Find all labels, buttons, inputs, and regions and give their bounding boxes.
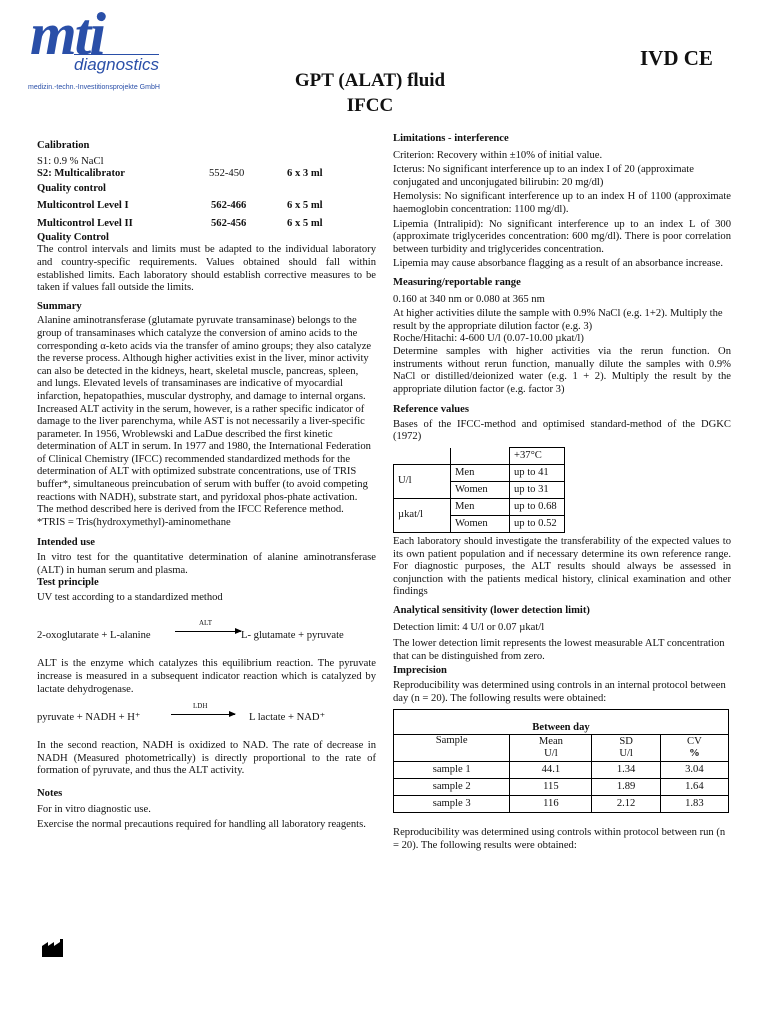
range-1: 0.160 at 340 nm or 0.080 at 365 nm (393, 293, 545, 305)
sensitivity-2: The lower detection limit represents the lowest measurable ALT concentration that can be distinguished from zero. (393, 638, 725, 662)
mc1-size: 6 x 5 ml (287, 199, 323, 211)
limitations-heading: Limitations - interference (393, 133, 509, 144)
ivd-ce-mark: IVD CE (640, 46, 713, 70)
mc1-row (37, 200, 376, 214)
row-mean: 44.1 (510, 762, 592, 779)
reaction-2-substrates: pyruvate + NADH + H⁺ (37, 712, 141, 724)
intended-use-heading: Intended use (37, 537, 95, 549)
mc2-row (37, 218, 376, 232)
sensitivity-1: Detection limit: 4 U/l or 0.07 µkat/l (393, 621, 545, 633)
reference-table (393, 447, 565, 533)
header-mean-unit: U/l (544, 748, 558, 760)
reaction-2-arrow (171, 714, 235, 715)
notes-heading: Notes (37, 787, 63, 799)
row-sd: 1.34 (592, 762, 660, 779)
imprecision-table (393, 709, 729, 813)
test-principle-heading: Test principle (37, 577, 99, 589)
row-cv: 1.64 (660, 779, 728, 796)
header-cv-unit: % (689, 748, 700, 760)
reaction-2-products: L lactate + NAD⁺ (249, 712, 326, 724)
summary-heading: Summary (37, 300, 82, 312)
table-row (394, 779, 729, 796)
document-subtitle: IFCC (346, 95, 394, 116)
document-title: GPT (ALAT) fluid (294, 70, 446, 91)
ref-women: Women (451, 482, 510, 499)
table-row (394, 735, 729, 762)
table-row (394, 499, 565, 516)
s2-code: 552-450 (209, 168, 245, 180)
between-day-caption: Between day (394, 710, 729, 735)
reaction-1-enzyme: ALT (199, 619, 212, 628)
imprecision-heading: Imprecision (393, 665, 447, 677)
reaction-2-enzyme: LDH (193, 702, 208, 711)
table-row (394, 762, 729, 779)
row-cv: 3.04 (660, 762, 728, 779)
calibration-heading: Calibration (37, 140, 90, 151)
logo-diagnostics: diagnostics (74, 55, 160, 74)
mc1-code: 562-466 (211, 199, 247, 211)
icterus-text: Icterus: No significant interference up to an index I of 20 (approximate conjugated and unconjugated bilirubin: 20 mg/dl) (393, 164, 694, 188)
reference-after-text: Each laboratory should investigate the transferability of the expected values to its own patient population and if necessary determine its own reference range. For diagnostic purposes, the ALT results should always be assessed in conjunction with the patients medical history, clinical examination and other findings (393, 536, 731, 598)
row-sd: 1.89 (592, 779, 660, 796)
notes-1: For in vitro diagnostic use. (37, 803, 151, 815)
table-row (394, 448, 565, 465)
header-sample: Sample (394, 735, 510, 762)
header-sd (592, 735, 660, 762)
alt-text: ALT is the enzyme which catalyzes this equilibrium reaction. The pyruvate increase is measured in a subsequent indicator reaction which is catalyzed by lactate dehydrogenase. (37, 658, 376, 695)
s1-line: S1: 0.9 % NaCl (37, 155, 104, 167)
qc2-heading: Quality Control (37, 231, 109, 243)
summary-text: Alanine aminotransferase (glutamate pyruvate transaminase) belongs to the group of transaminases which catalyze the conversion of amino acids to the corresponding α-keto acids via the transfer of amino groups; they also catalyze the reverse process. Although higher activities exist in the liver, minor activity can also be detected in the kidneys, heart, skeletal muscle, pancreas, spleen, and lungs. Elevated levels of transaminases are indicative of myocardial infarction, hepatopathies, muscular dystrophy, and damage to internal organs. Increased ALT activity in the serum, however, is a rather specific indicator of damage to the liver parenchyma, while AST is not necessarily a liver-specific parameter. In 1956, Wroblewski and LaDue described the first kinetic determination of ALT in serum. In 1977 and 1980, the International Federation of Clinical Chemistry (IFCC) recommended standardized methods for the determination of ALT with optimized substrate concentrations, use of TRIS buffer*, simultaneous preincubation of serum with buffer (to avoid competing reactions with NADH), substrate start, and pyridoxal phos-phate activation. (37, 315, 372, 503)
ref-k-women: up to 0.52 (510, 516, 565, 533)
header-cv (660, 735, 728, 762)
reference-text: Bases of the IFCC-method and optimised standard-method of the DGKC (1972) (393, 418, 731, 443)
reaction-1-arrow (175, 631, 241, 632)
table-row (394, 465, 565, 482)
reaction-2 (37, 698, 376, 734)
right-column (393, 133, 731, 852)
reaction-1-substrates: 2-oxoglutarate + L-alanine (37, 630, 151, 642)
ref-k-men: up to 0.68 (510, 499, 565, 516)
imprecision-text-2: Reproducibility was determined using controls within protocol between run (n = 20). The following results were obtained: (393, 827, 726, 851)
ref-u-women: up to 31 (510, 482, 565, 499)
row-sample: sample 3 (394, 796, 510, 813)
imprecision-text: Reproducibility was determined using controls in an internal protocol between day (n = 20). The following results were obtained: (393, 680, 726, 704)
s2-label: S2: Multicalibrator (37, 168, 125, 180)
row-cv: 1.83 (660, 796, 728, 813)
left-column (37, 140, 376, 832)
ref-unit-kat: µkat/l (394, 499, 451, 533)
s2-size: 6 x 3 ml (287, 168, 323, 180)
ref-men: Men (451, 499, 510, 516)
header-mean (510, 735, 592, 762)
ref-u-men: up to 41 (510, 465, 565, 482)
s2-row (37, 168, 376, 181)
mc1-label: Multicontrol Level I (37, 199, 129, 211)
reaction-1 (37, 612, 376, 652)
mc2-size: 6 x 5 ml (287, 217, 323, 229)
logo-mti: mti (30, 1, 105, 67)
header-cv-label: CV (687, 736, 702, 748)
test-principle-text: UV test according to a standardized method (37, 591, 223, 603)
range-2: At higher activities dilute the sample with 0.9% NaCl (e.g. 1+2). Multiply the result by the appropriate dilution factor (e.g. 3) (393, 308, 723, 332)
intended-use-text: In vitro test for the quantitative determination of alanine aminotransferase (ALT) in human serum and plasma. (37, 552, 376, 576)
table-row (394, 796, 729, 813)
hemolysis-text: Hemolysis: No significant interference up to an index H of 1100 (approximate haemoglobin concentration: 1100 mg/dl). (393, 191, 731, 215)
qc-text: The control intervals and limits must be adapted to the individual laboratory and country-specific requirements. Values obtained should fall within established limits. Each laboratory should establish corrective measures to be taken if values fall outside the limits. (37, 244, 376, 294)
range-heading: Measuring/reportable range (393, 276, 521, 288)
qc-heading: Quality control (37, 183, 106, 195)
ref-unit-u: U/l (394, 465, 451, 499)
header-sd-label: SD (619, 736, 633, 748)
sensitivity-heading: Analytical sensitivity (lower detection limit) (393, 605, 590, 617)
range-3: Roche/Hitachi: 4-600 U/l (0.07-10.00 µkat/l) (393, 333, 584, 345)
ref-temp: +37°C (510, 448, 565, 465)
factory-icon (40, 938, 66, 962)
row-mean: 116 (510, 796, 592, 813)
row-sd: 2.12 (592, 796, 660, 813)
notes-2: Exercise the normal precautions required for handling all laboratory reagents. (37, 819, 366, 831)
mc2-label: Multicontrol Level II (37, 217, 133, 229)
row-sample: sample 1 (394, 762, 510, 779)
tris-note: *TRIS = Tris(hydroxymethyl)-aminomethane (37, 516, 231, 528)
ref-men: Men (451, 465, 510, 482)
reference-heading: Reference values (393, 404, 469, 416)
logo-tagline: medizin.-techn.-Investitionsprojekte GmbH (28, 84, 160, 91)
lipemia-text: Lipemia (Intralipid): No significant interference up to an index L of 300 (approximate triglycerides concentration: 600 mg/dl). There is poor correlation between turbidity and triglycerides concentration. (393, 218, 731, 255)
reaction-1-products: L- glutamate + pyruvate (241, 630, 344, 642)
mc2-code: 562-456 (211, 217, 247, 229)
table-row (394, 710, 729, 735)
range-4: Determine samples with higher activities via the rerun function. On instruments without rerun function, manually dilute the samples with 0.9% NaCl or distilled/deionized water (e.g. 1 + 2). Multiply the result by the appropriate dilution factor (e.g. factor 3) (393, 345, 731, 395)
ref-women: Women (451, 516, 510, 533)
summary-text-2: The method described here is derived from the IFCC Reference method. (37, 504, 344, 516)
header-sd-unit: U/l (619, 748, 633, 760)
second-reaction-text: In the second reaction, NADH is oxidized to NAD. The rate of decrease in NADH (Measured photometrically) is directly proportional to the rate of formation of pyruvate, and thus the ALT activity. (37, 740, 376, 777)
lipemia-text-2: Lipemia may cause absorbance flagging as a result of an absorbance increase. (393, 258, 724, 270)
criterion-text: Criterion: Recovery within ±10% of initial value. (393, 149, 603, 161)
row-mean: 115 (510, 779, 592, 796)
row-sample: sample 2 (394, 779, 510, 796)
header-mean-label: Mean (538, 736, 563, 748)
